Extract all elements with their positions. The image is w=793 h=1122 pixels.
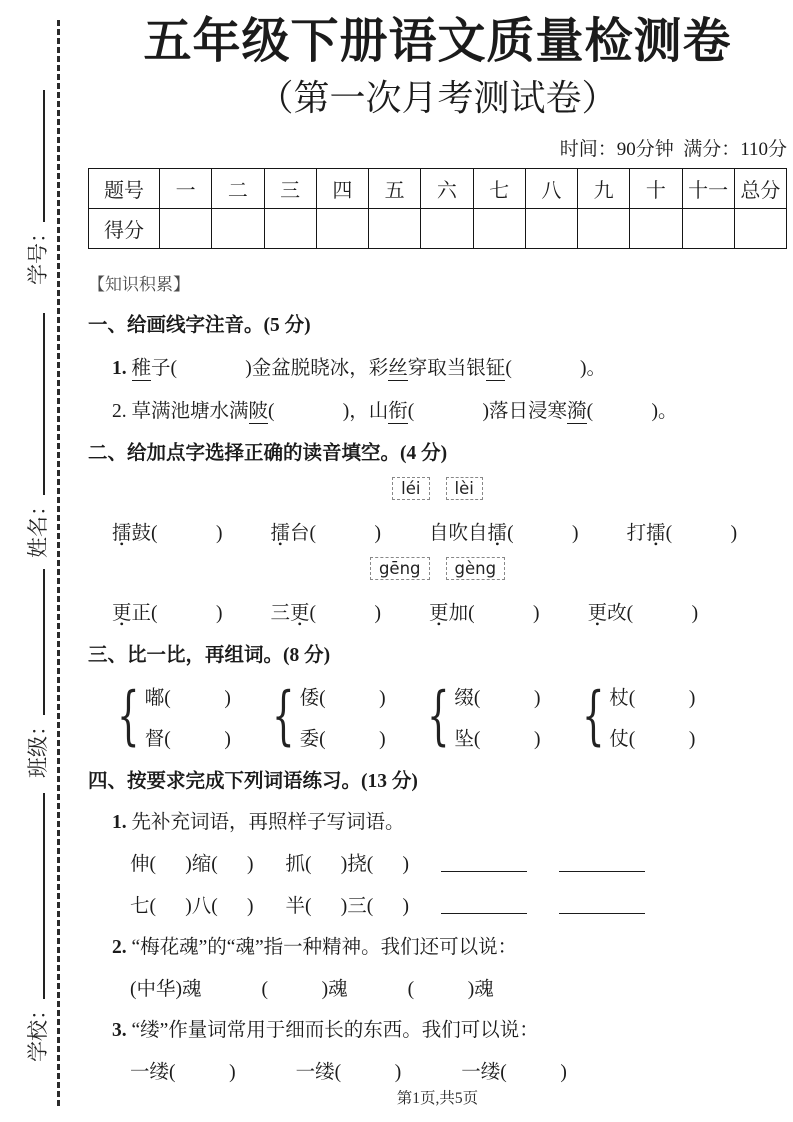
student-id-blank-line	[41, 90, 45, 222]
pair-top: 杖( )	[609, 687, 696, 709]
score-cell	[682, 208, 734, 248]
word-item: 自吹自擂( )	[429, 522, 579, 544]
brace-icon: {	[272, 678, 295, 753]
score-cell	[421, 208, 473, 248]
fill-cell: (中华)魂	[130, 978, 202, 1000]
q3-compare-pairs	[108, 678, 787, 753]
answer-blank-line	[559, 869, 645, 872]
page-subtitle: （第一次月考测试卷）	[257, 78, 618, 119]
fill-cell: 七( )八( )	[130, 895, 254, 917]
pair-top: 倭( )	[299, 687, 386, 709]
pinyin-option: gēng	[370, 557, 430, 580]
word-item: 三更( )	[270, 602, 382, 624]
answer-blank-line	[441, 911, 527, 914]
word-item: 更改( )	[587, 602, 699, 624]
pinyin-option: léi	[392, 477, 429, 500]
score-col: 五	[369, 168, 421, 208]
score-cell	[473, 208, 525, 248]
score-col: 三	[264, 168, 316, 208]
score-col: 二	[212, 168, 264, 208]
score-cell	[160, 208, 212, 248]
score-col: 总分	[734, 168, 786, 208]
compare-pair	[418, 678, 541, 753]
word-item: 打擂( )	[626, 522, 738, 544]
score-col: 十	[630, 168, 682, 208]
score-cell	[630, 208, 682, 248]
q1-item-1: 1. 稚子( )金盆脱晓冰，彩丝穿取当银钲( )。	[112, 357, 607, 379]
question-1-title: 一、给画线字注音。(5 分)	[88, 314, 311, 336]
score-col: 六	[421, 168, 473, 208]
fill-cell: ( )魂	[261, 978, 348, 1000]
compare-pair	[263, 678, 386, 753]
brace-icon: {	[117, 678, 140, 753]
score-col: 七	[473, 168, 525, 208]
exam-meta: 时间：90分钟 满分：110分	[559, 138, 787, 160]
section-tag: 【知识积累】	[88, 274, 190, 294]
fill-cell: 一缕( )	[461, 1061, 567, 1083]
student-id-field	[24, 90, 52, 285]
fill-cell: 一缕( )	[130, 1061, 236, 1083]
fill-cell: 抓( )挠( )	[285, 853, 409, 875]
compare-pair	[108, 678, 231, 753]
pair-top: 嘟( )	[144, 687, 231, 709]
brace-icon: {	[581, 678, 605, 753]
fill-cell: 一缕( )	[295, 1061, 402, 1083]
class-blank-line	[41, 569, 45, 715]
name-blank-line	[41, 313, 45, 495]
score-col: 九	[578, 168, 630, 208]
score-table-score-row	[89, 208, 787, 248]
word-item: 擂台( )	[270, 522, 382, 544]
score-cell	[316, 208, 368, 248]
pinyin-option: gèng	[446, 557, 506, 580]
score-cell	[369, 208, 421, 248]
pair-top: 缀( )	[454, 687, 541, 709]
word-item: 擂鼓( )	[112, 522, 223, 544]
pair-bottom: 仗( )	[609, 728, 696, 750]
pinyin-option: lèi	[446, 477, 483, 500]
fill-cell: 半( )三( )	[285, 895, 409, 917]
score-cell	[212, 208, 264, 248]
compare-pair	[573, 678, 696, 753]
score-cell	[525, 208, 577, 248]
pinyin-options-geng	[88, 557, 787, 580]
school-label: 学校：	[26, 999, 50, 1062]
school-field	[24, 793, 52, 1062]
answer-blank-line	[441, 869, 527, 872]
word-item: 更加( )	[429, 602, 540, 624]
q4-sub1-label: 1. 先补充词语，再照样子写词语。	[112, 811, 405, 833]
score-table-header-row	[89, 168, 787, 208]
name-field	[24, 313, 52, 558]
score-cell	[734, 208, 786, 248]
pinyin-options-lei	[88, 477, 787, 500]
page-number: 第1页,共5页	[396, 1090, 479, 1107]
pair-bottom: 坠( )	[454, 728, 541, 750]
seal-dashed-line	[57, 20, 60, 1106]
score-col: 四	[316, 168, 368, 208]
score-col: 一	[160, 168, 212, 208]
pair-bottom: 督( )	[144, 728, 231, 750]
brace-icon: {	[426, 678, 450, 753]
score-cell	[264, 208, 316, 248]
q4-sub1-row-2	[130, 890, 787, 918]
q4-sub2-label: 2. “梅花魂”的“魂”指一种精神。我们还可以说：	[112, 936, 518, 958]
score-cell	[578, 208, 630, 248]
q4-sub3-row	[130, 1056, 787, 1084]
word-item: 更正( )	[112, 602, 223, 624]
q2-word-row-lei	[112, 517, 787, 545]
score-table-corner: 题号	[89, 168, 160, 208]
score-col: 八	[525, 168, 577, 208]
pair-bottom: 委( )	[299, 728, 386, 750]
school-blank-line	[41, 793, 45, 999]
class-label: 班级：	[26, 715, 50, 778]
q2-word-row-geng	[112, 597, 787, 625]
name-label: 姓名：	[26, 495, 50, 558]
score-table	[88, 168, 787, 249]
fill-cell: ( )魂	[407, 978, 494, 1000]
question-2-title: 二、给加点字选择正确的读音填空。(4 分)	[88, 442, 448, 464]
q4-sub2-row	[130, 973, 787, 1001]
q4-sub3-label: 3. “缕”作量词常用于细而长的东西。我们可以说：	[112, 1019, 539, 1041]
score-row-label: 得分	[89, 208, 160, 248]
score-col: 十一	[682, 168, 734, 208]
exam-paper	[88, 0, 787, 1084]
answer-blank-line	[559, 911, 645, 914]
question-3-title: 三、比一比，再组词。(8 分)	[88, 644, 331, 666]
q4-sub1-row-1	[130, 848, 787, 876]
q1-item-2: 2. 草满池塘水满陂( )，山衔( )落日浸寒漪( )。	[112, 400, 678, 422]
question-4-title: 四、按要求完成下列词语练习。(13 分)	[88, 770, 418, 792]
student-id-label: 学号：	[26, 222, 50, 285]
page-title: 五年级下册语文质量检测卷	[143, 15, 732, 68]
fill-cell: 伸( )缩( )	[130, 853, 254, 875]
class-field	[24, 569, 52, 778]
